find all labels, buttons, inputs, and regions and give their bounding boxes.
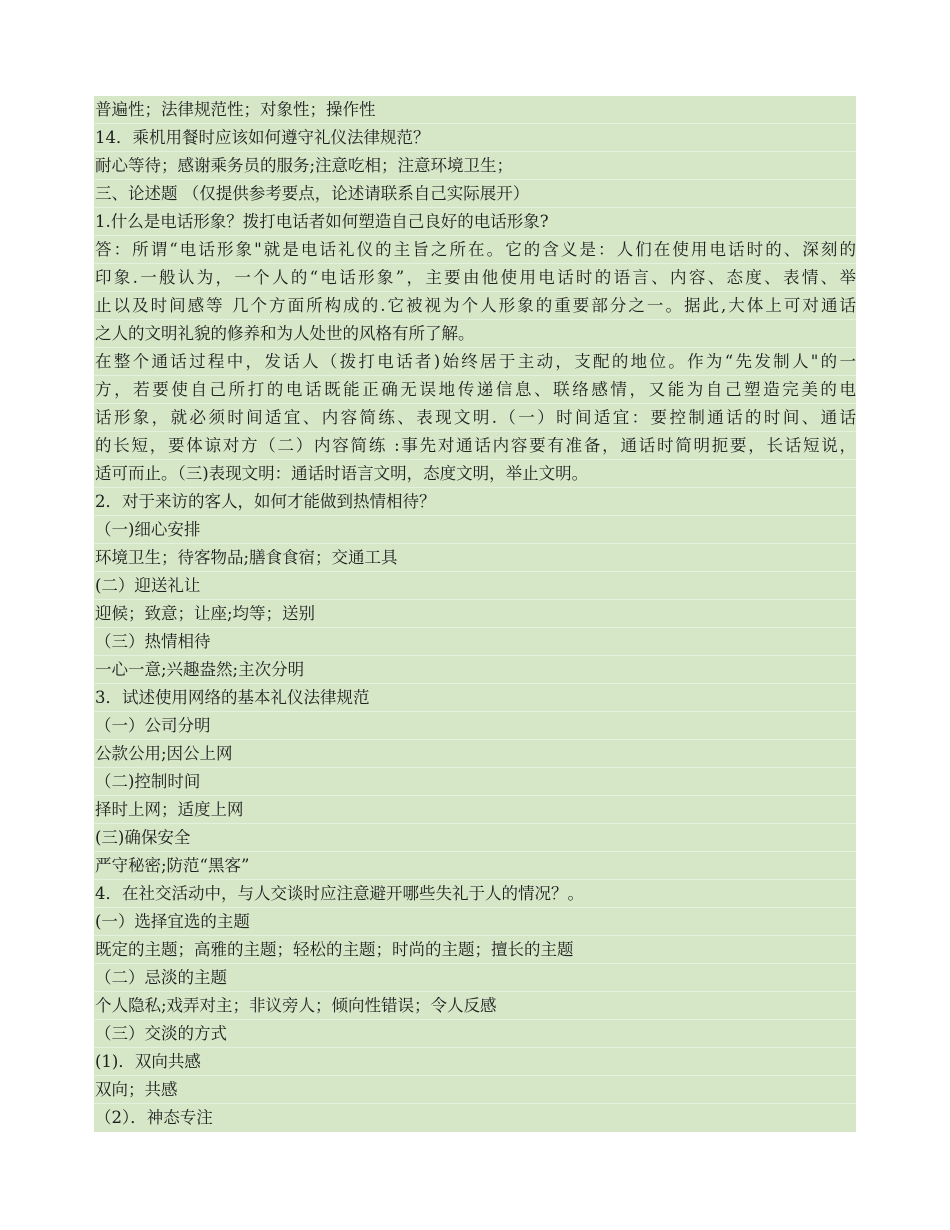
subheading: （三）交淡的方式 [94, 1020, 856, 1048]
answer-paragraph-line: 话形象，就必须时间适宜、内容简练、表现文明.（一）时间适宜：要控制通话的时间、通话 [94, 404, 856, 432]
answer-paragraph-line: 在整个通话过程中，发话人（拨打电话者)始终居于主动，支配的地位。作为“先发制人"的一 [94, 348, 856, 376]
subheading: (1)．双向共感 [94, 1048, 856, 1076]
text-line: 严守秘密;防范“黑客” [94, 852, 856, 880]
subheading: （一)细心安排 [94, 516, 856, 544]
subheading: （三）热情相待 [94, 628, 856, 656]
text-line: 普遍性；法律规范性；对象性；操作性 [94, 96, 856, 124]
text-line: 择时上网；适度上网 [94, 796, 856, 824]
subheading: （2）．神态专注 [95, 1108, 213, 1127]
text-line: 公款公用;因公上网 [94, 740, 856, 768]
text-line: 环境卫生；待客物品;膳食食宿；交通工具 [94, 544, 856, 572]
highlighted-text-block [94, 96, 856, 1132]
answer-paragraph-line: 适可而止。（三)表现文明：通话时语言文明，态度文明，举止文明。 [94, 460, 856, 488]
text-line: 一心一意;兴趣盎然;主次分明 [94, 656, 856, 684]
text-line: 耐心等待；感谢乘务员的服务;注意吃相；注意环境卫生； [94, 152, 856, 180]
question-heading: 1.什么是电话形象？拨打电话者如何塑造自己良好的电话形象? [94, 208, 856, 236]
text-line: 既定的主题；高雅的主题；轻松的主题；时尚的主题；擅长的主题 [94, 936, 856, 964]
answer-paragraph-line: 之人的文明礼貌的修养和为人处世的风格有所了解。 [94, 320, 856, 348]
question-heading: 14．乘机用餐时应该如何遵守礼仪法律规范？ [94, 124, 856, 152]
question-heading: 4．在社交活动中，与人交谈时应注意避开哪些失礼于人的情况？。 [94, 880, 856, 908]
answer-paragraph-line: 方，若要使自己所打的电话既能正确无误地传递信息、联络感情，又能为自己塑造完美的电 [94, 376, 856, 404]
text-line: 迎候；致意；让座;均等；送别 [94, 600, 856, 628]
subheading: (三)确保安全 [94, 824, 856, 852]
text-line: 个人隐私;戏弄对主；非议旁人；倾向性错误；令人反感 [94, 992, 856, 1020]
text-line: 双向；共感 [94, 1076, 856, 1104]
answer-paragraph-line: 止以及时间感等 几个方面所构成的.它被视为个人形象的重要部分之一。据此,大体上可对通话 [94, 292, 856, 320]
section-heading: 三、论述题 （仅提供参考要点，论述请联系自己实际展开） [94, 180, 856, 208]
subheading: (二）迎送礼让 [94, 572, 856, 600]
answer-paragraph-line: 印象.一般认为，一个人的“电话形象”，主要由他使用电话时的语言、内容、态度、表情、举 [94, 264, 856, 292]
subheading: （一）公司分明 [94, 712, 856, 740]
answer-paragraph-line: 的长短，要体谅对方（二）内容简练 :事先对通话内容要有准备，通话时简明扼要，长话短说， [94, 432, 856, 460]
subheading: （二)控制时间 [94, 768, 856, 796]
answer-paragraph-line: 答：所谓“电话形象"就是电话礼仪的主旨之所在。它的含义是：人们在使用电话时的、深刻的 [94, 236, 856, 264]
subheading: （二）忌淡的主题 [94, 964, 856, 992]
question-heading: 2．对于来访的客人，如何才能做到热情相待？ [94, 488, 856, 516]
subheading: (一）选择宜选的主题 [94, 908, 856, 936]
question-heading: 3．试述使用网络的基本礼仪法律规范 [94, 684, 856, 712]
